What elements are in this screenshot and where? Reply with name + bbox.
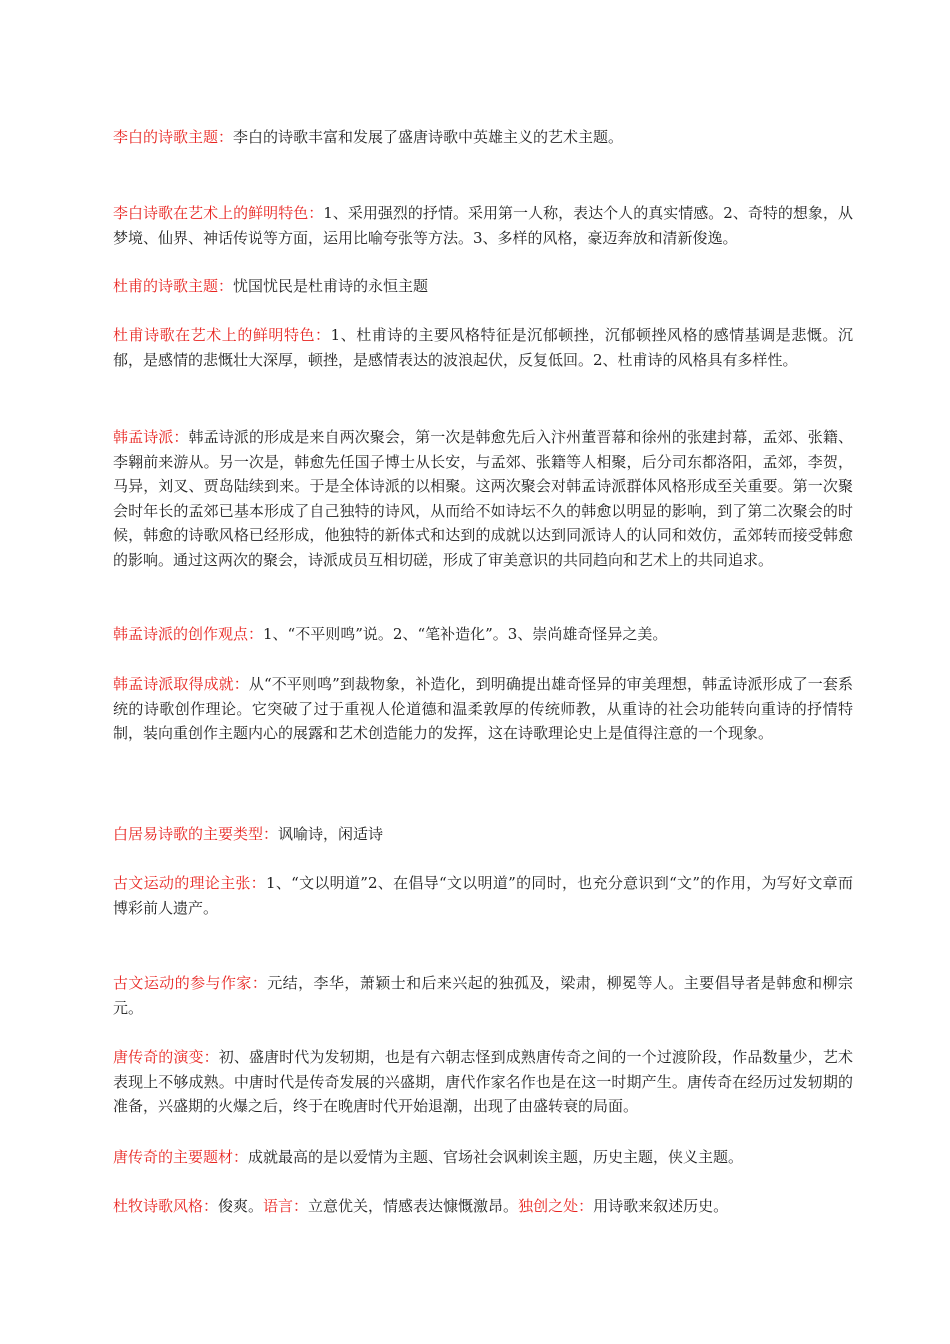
- term-label: 杜牧诗歌风格：: [113, 1197, 219, 1215]
- term-label: 杜甫诗歌在艺术上的鲜明特色：: [113, 326, 331, 344]
- paragraph-guwen-theory: [113, 871, 853, 920]
- paragraph-libai-art: [113, 201, 853, 250]
- paragraph-dumu-style: [113, 1194, 853, 1219]
- term-label: 韩孟诗派：: [113, 428, 189, 446]
- paragraph-text: 俊爽。: [218, 1197, 264, 1215]
- paragraph-text: 李白的诗歌丰富和发展了盛唐诗歌中英雄主义的艺术主题。: [233, 128, 624, 146]
- term-label: 古文运动的理论主张：: [113, 874, 266, 892]
- paragraph-dufu-art: [113, 323, 853, 372]
- term-label: 唐传奇的主要题材：: [113, 1148, 249, 1166]
- paragraph-dufu-theme: [113, 274, 853, 299]
- term-label: 杜甫的诗歌主题：: [113, 277, 234, 295]
- paragraph-text: 韩孟诗派的形成是来自两次聚会，第一次是韩愈先后入汴州董晋幕和徐州的张建封幕，孟郊、张籍、李翱前来游从。另一次是，韩愈先任国子博士从长安，与孟郊、张籍等人相聚，后分司东都洛阳，孟郊，李贺，马异，刘叉、贾岛陆续到来。于是全体诗派的以相聚。这两次聚会对韩孟诗派群体风格形成至关重要。第一次聚会时年长的孟郊已基本形成了自己独特的诗风，从而给不如诗坛不久的韩愈以明显的影响，到了第二次聚会的时候，韩愈的诗歌风格已经形成，他独特的新体式和达到的成就以达到同派诗人的认同和效仿，孟郊转而接受韩愈的影响。通过这两次的聚会，诗派成员互相切磋，形成了审美意识的共同趋向和艺术上的共同追求。: [113, 428, 853, 569]
- term-label: 李白诗歌在艺术上的鲜明特色：: [113, 204, 324, 222]
- paragraph-text: 初、盛唐时代为发轫期，也是有六朝志怪到成熟唐传奇之间的一个过渡阶段，作品数量少，艺术表现上不够成熟。中唐时代是传奇发展的兴盛期，唐代作家名作也是在这一时期产生。唐传奇在经历过发轫期的准备，兴盛期的火爆之后，终于在晚唐时代开始退潮，出现了由盛转衰的局面。: [113, 1048, 853, 1115]
- term-label: 语言：: [263, 1197, 309, 1215]
- paragraph-guwen-writers: [113, 971, 853, 1020]
- paragraph-libai-theme: [113, 125, 853, 150]
- term-label: 韩孟诗派的创作观点：: [113, 625, 264, 643]
- paragraph-chuanqi-themes: [113, 1145, 853, 1170]
- term-label: 李白的诗歌主题：: [113, 128, 234, 146]
- paragraph-hanmeng-achievement: [113, 672, 853, 746]
- paragraph-text: 元结，李华，萧颖士和后来兴起的独孤及，梁肃，柳冕等人。主要倡导者是韩愈和柳宗元。: [113, 974, 853, 1017]
- term-label: 白居易诗歌的主要类型：: [113, 825, 279, 843]
- paragraph-chuanqi-evolution: [113, 1045, 853, 1119]
- paragraph-text: 1、采用强烈的抒情。采用第一人称，表达个人的真实情感。2、奇特的想象，从梦境、仙界、神话传说等方面，运用比喻夸张等方法。3、多样的风格，豪迈奔放和清新俊逸。: [113, 204, 853, 247]
- term-label: 古文运动的参与作家：: [113, 974, 268, 992]
- paragraph-text: 从“不平则鸣”到裁物象，补造化，到明确提出雄奇怪异的审美理想，韩孟诗派形成了一套系统的诗歌创作理论。它突破了过于重视人伦道德和温柔敦厚的传统师教，从重诗的社会功能转向重诗的抒情特制，装向重创作主题内心的展露和艺术创造能力的发挥，这在诗歌理论史上是值得注意的一个现象。: [113, 675, 853, 742]
- term-label: 独创之处：: [518, 1197, 594, 1215]
- term-label: 韩孟诗派取得成就：: [113, 675, 249, 693]
- paragraph-baijuyi-types: [113, 822, 853, 847]
- term-label: 唐传奇的演变：: [113, 1048, 219, 1066]
- paragraph-text: 1、“文以明道”2、在倡导“文以明道”的同时，也充分意识到“文”的作用，为写好文章而博彩前人遗产。: [113, 874, 853, 917]
- paragraph-hanmeng-views: [113, 622, 853, 647]
- paragraph-text: 1、杜甫诗的主要风格特征是沉郁顿挫，沉郁顿挫风格的感情基调是悲慨。沉郁，是感情的悲慨壮大深厚，顿挫，是感情表达的波浪起伏，反复低回。2、杜甫诗的风格具有多样性。: [113, 326, 853, 369]
- paragraph-text: 立意优关，情感表达慷慨激昂。: [308, 1197, 519, 1215]
- paragraph-hanmeng-school: [113, 425, 853, 572]
- paragraph-text: 用诗歌来叙述历史。: [593, 1197, 729, 1215]
- paragraph-text: 成就最高的是以爱情为主题、官场社会讽刺诶主题，历史主题，侠义主题。: [248, 1148, 744, 1166]
- paragraph-text: 忧国忧民是杜甫诗的永恒主题: [233, 277, 429, 295]
- paragraph-text: 讽喻诗，闲适诗: [278, 825, 384, 843]
- paragraph-text: 1、“不平则鸣”说。2、“笔补造化”。3、崇尚雄奇怪异之美。: [263, 625, 668, 643]
